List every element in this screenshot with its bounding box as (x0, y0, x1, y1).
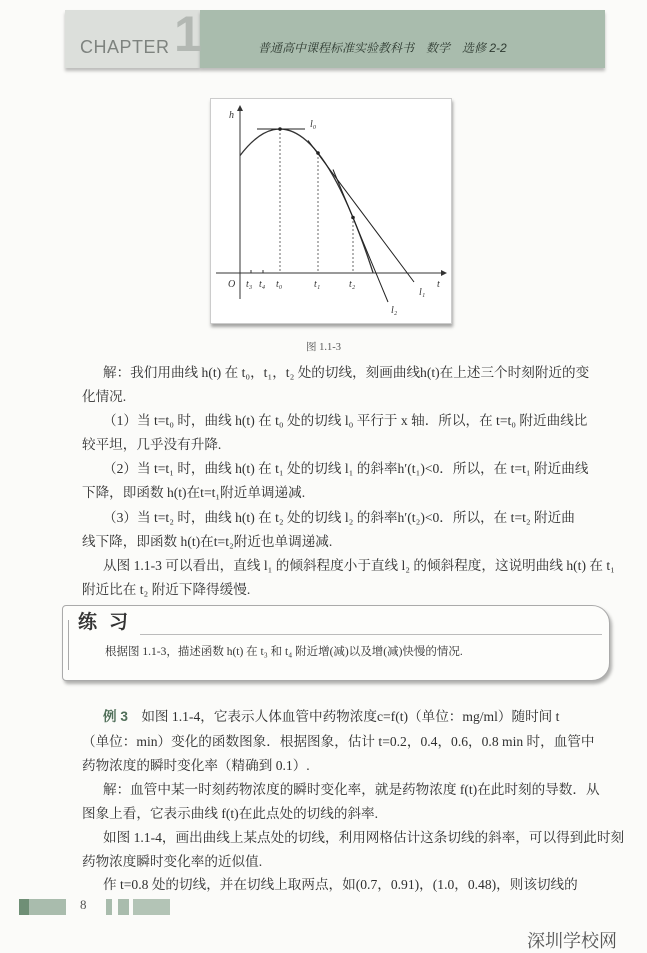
exercise-divider-vertical (68, 620, 69, 670)
line-label-l1: l₁ (419, 287, 426, 298)
tick-label-t1: t₁ (314, 279, 321, 290)
solution-line: 化情况. (82, 389, 127, 404)
figure-1-1-3 (210, 98, 452, 324)
point-t0 (278, 127, 282, 131)
origin-label: O (228, 279, 236, 290)
solution-line: 解：我们用曲线 h(t) 在 t₀，t₁，t₂ 处的切线，刻画曲线h(t)在上述三个时刻附近的变 (103, 365, 590, 380)
example-line: 如图 1.1-4，画出曲线上某点处的切线，利用网格估计这条切线的斜率，可以得到此时刻 (103, 830, 625, 845)
exercise-title: 练习 (78, 612, 141, 633)
chapter-label: CHAPTER (80, 37, 170, 57)
tick-label-t0: t₀ (276, 279, 283, 290)
y-axis-label: h (229, 110, 234, 121)
example-line: （单位：min）变化的函数图象．根据图象，估计 t=0.2，0.4，0.6，0.8 min 时，血管中 (82, 734, 595, 749)
figure-caption: 图 1.1-3 (306, 342, 341, 353)
solution-line: 附近比在 t₂ 附近下降得缓慢. (82, 582, 251, 597)
book-title: 普通高中课程标准实验教科书 数学 选修 2-2 (258, 41, 507, 55)
point-t2 (351, 216, 355, 220)
solution-line: （2）当 t=t₁ 时，曲线 h(t) 在 t₁ 处的切线 l₁ 的斜率h′(t₁)<0．所以，在 t=t₁ 附近曲线 (103, 461, 589, 476)
solution-line: 下降，即函数 h(t)在t=t₁附近单调递减. (82, 485, 306, 500)
solution-line: 线下降，即函数 h(t)在t=t₂附近也单调递减. (82, 534, 333, 549)
example-label: 例 3 (103, 709, 128, 724)
solution-line: （1）当 t=t₀ 时，曲线 h(t) 在 t₀ 处的切线 l₀ 平行于 x 轴．所以，在 t=t₀ 附近曲线比 (103, 413, 588, 428)
example-line: 解：血管中某一时刻药物浓度的瞬时变化率，就是药物浓度 f(t)在此时刻的导数．从 (103, 782, 600, 797)
tangent-l1 (308, 140, 414, 282)
example-line: 作 t=0.8 处的切线，并在切线上取两点，如(0.7，0.91)，(1.0，0.48)，则该切线的 (103, 877, 578, 892)
solution-line: （3）当 t=t₂ 时，曲线 h(t) 在 t₂ 处的切线 l₂ 的斜率h′(t₂)<0．所以，在 t=t₂ 附近曲 (103, 510, 575, 525)
example-text: 如图 1.1-4，它表示人体血管中药物浓度c=f(t)（单位：mg/ml）随时间 t (141, 709, 560, 724)
chapter-number: 1 (174, 6, 202, 62)
exercise-divider (140, 634, 602, 635)
tick-label-t4: t₄ (259, 279, 266, 290)
footer-bar (19, 899, 29, 915)
example-line: 药物浓度瞬时变化率的近似值. (82, 854, 263, 869)
exercise-text: 根据图 1.1-3，描述函数 h(t) 在 t₃ 和 t₄ 附近增(减)以及增(减)快慢的情况. (105, 646, 463, 658)
example-line: 图象上看，它表示曲线 f(t)在此点处的切线的斜率. (82, 806, 379, 821)
footer-bar (106, 899, 112, 915)
point-t1 (316, 151, 320, 155)
footer-bar (133, 899, 170, 915)
tick-label-t2: t₂ (349, 279, 356, 290)
line-label-l0: l₀ (310, 119, 317, 130)
watermark: 深圳学校网 (527, 931, 617, 952)
page-number: 8 (80, 897, 87, 912)
solution-line: 从图 1.1-3 可以看出，直线 l₁ 的倾斜程度小于直线 l₂ 的倾斜程度，这说明曲线 h(t) 在 t₁ (103, 558, 615, 573)
footer-bar (118, 899, 129, 915)
footer-bar (29, 899, 66, 915)
solution-line: 较平坦，几乎没有升降. (82, 437, 222, 452)
tangent-line-diagram (211, 99, 451, 323)
line-label-l2: l₂ (391, 305, 398, 316)
tick-label-t3: t₃ (246, 279, 253, 290)
example-first-line (103, 708, 559, 726)
x-axis-label: t (437, 279, 440, 290)
example-line: 药物浓度的瞬时变化率（精确到 0.1）. (82, 758, 310, 773)
